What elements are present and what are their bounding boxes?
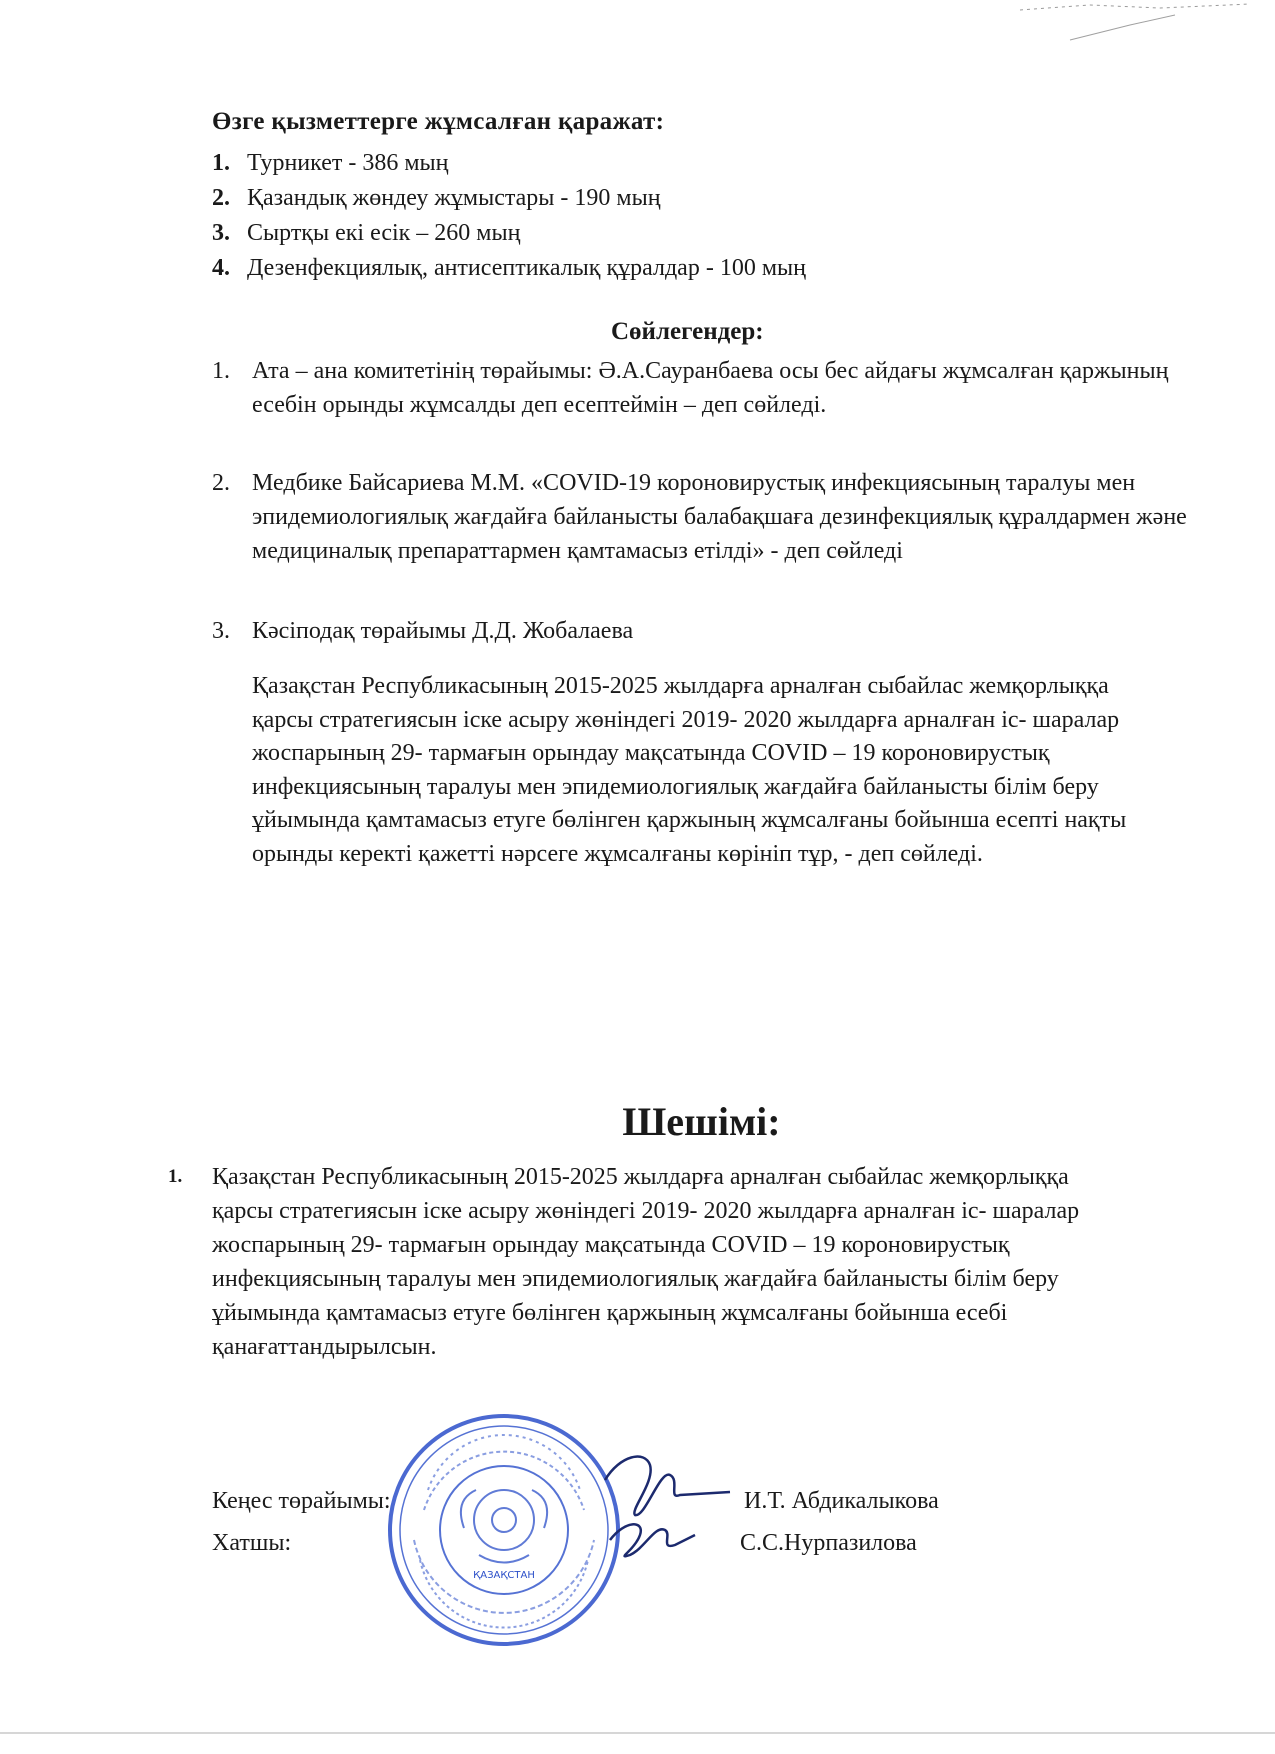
speakers-list: [212, 354, 1222, 871]
scan-edge-line: [0, 1732, 1275, 1734]
secretary-label: Хатшы:: [212, 1530, 292, 1556]
list-item: 4. Дезенфекциялық, антисептикалық құралдар - 100 мың: [212, 255, 806, 281]
official-stamp: [384, 1410, 624, 1650]
scan-artifact: [1010, 0, 1260, 60]
chair-name: И.Т. Абдикалыкова: [744, 1488, 939, 1514]
svg-text:ҚАЗАҚСТАН: ҚАЗАҚСТАН: [473, 1570, 535, 1581]
speakers-title: Сөйлегендер:: [611, 318, 764, 345]
expenses-list: [212, 146, 806, 286]
list-item: 3. Кәсіподақ төрайымы Д.Д. Жобалаева: [212, 618, 634, 644]
list-item: 2. Медбике Байсариева М.М. «COVID-19 короновирустық инфекциясының таралуы мен эпидемиологиялық жағдайға байланысты балабақшаға дезинфекциялық құралдармен және медициналық препараттармен қамтамасыз етілді» - деп сөйледі: [212, 470, 1187, 564]
decision-item: 1. Қазақстан Республикасының 2015-2025 жылдарға арналған сыбайлас жемқорлыққа қарсы стратегиясын іске асыру жөніндегі 2019- 2020 жылдарға арналған іс- шаралар жоспарының 29- тармағын орындау мақсатында COVID – 19 короновирустық инфекциясының таралуы мен эпидемиологиялық жағдайға байланысты білім беру ұйымында қамтамасыз етуге бөлінген қаржының жұмсалғаны бойынша есебі қанағаттандырылсын.: [168, 1164, 1080, 1360]
chair-label: Кеңес төрайымы:: [212, 1488, 391, 1514]
handwritten-signature: [600, 1440, 750, 1590]
list-item: 1. Турникет - 386 мың: [212, 150, 449, 176]
expenses-title: Өзге қызметтерге жұмсалған қаражат:: [212, 108, 665, 135]
list-item: 2. Қазандық жөндеу жұмыстары - 190 мың: [212, 185, 661, 211]
list-item: 3. Сыртқы екі есік – 260 мың: [212, 220, 521, 246]
secretary-name: С.С.Нурпазилова: [740, 1530, 917, 1556]
decision-title: Шешімі:: [622, 1099, 781, 1144]
list-item: 1. Ата – ана комитетінің төрайымы: Ә.А.Сауранбаева осы бес айдағы жұмсалған қаржының есебін орынды жұмсалды деп есептеймін – деп сөйледі.: [212, 358, 1169, 418]
speaker-statement: Қазақстан Республикасының 2015-2025 жылдарға арналған сыбайлас жемқорлыққа қарсы стратегиясын іске асыру жөніндегі 2019- 2020 жылдарға арналған іс- шаралар жоспарының 29- тармағын орындау мақсатында COVID – 19 короновирустық инфекциясының таралуы мен эпидемиологиялық жағдайға байланысты білім беру ұйымында қамтамасыз етуге бөлінген қаржының жұмсалғаны бойынша есепті нақты орынды керекті қажетті нәрсеге жұмсалғаны көрініп тұр, - деп сөйледі.: [252, 673, 1127, 867]
